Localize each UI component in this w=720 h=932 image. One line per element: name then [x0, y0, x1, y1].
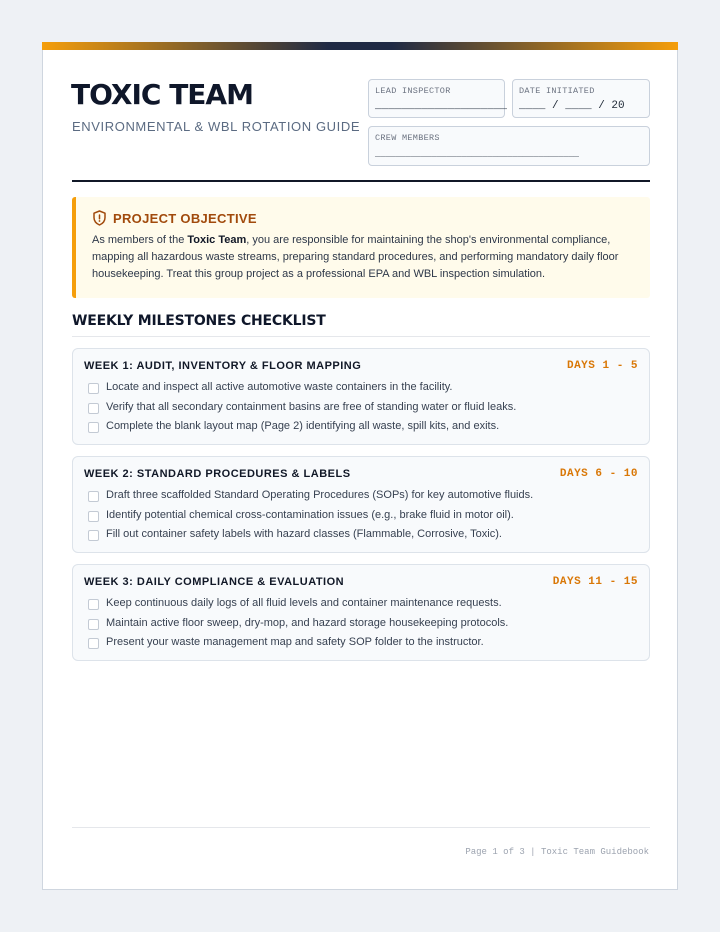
task-checkbox[interactable] [88, 383, 99, 394]
date-initiated-field[interactable] [512, 79, 650, 118]
guide-page [42, 42, 678, 890]
project-objective-callout [72, 197, 650, 298]
date-initiated-label: DATE INITIATED [519, 86, 595, 96]
task-checkbox[interactable] [88, 619, 99, 630]
task-text: Fill out container safety labels with hazard classes (Flammable, Corrosive, Toxic). [106, 528, 502, 540]
milestones-title: WEEKLY MILESTONES CHECKLIST [72, 313, 326, 329]
week-card [72, 348, 650, 445]
week-title: WEEK 1: AUDIT, INVENTORY & FLOOR MAPPING [84, 360, 362, 372]
task-checkbox[interactable] [88, 403, 99, 414]
task-text: Complete the blank layout map (Page 2) identifying all waste, spill kits, and exits. [106, 420, 500, 432]
task-text: Maintain active floor sweep, dry-mop, and hazard storage housekeeping protocols. [106, 617, 509, 629]
task-text: Locate and inspect all active automotive waste containers in the facility. [106, 381, 453, 393]
week-days: DAYS 1 - 5 [566, 360, 638, 372]
week-card [72, 564, 650, 661]
week-days: DAYS 11 - 15 [552, 576, 638, 588]
task-checkbox[interactable] [88, 511, 99, 522]
footer-divider [72, 827, 650, 828]
objective-text-team: Toxic Team [187, 234, 247, 246]
objective-text-start: As members of the [92, 234, 188, 246]
lead-inspector-label: LEAD INSPECTOR [375, 86, 451, 96]
accent-bar [42, 42, 678, 50]
lead-inspector-value: ____________________ [375, 100, 508, 112]
task-text: Draft three scaffolded Standard Operating Procedures (SOPs) for key automotive fluids. [106, 489, 534, 501]
objective-text-rest: , you are responsible for maintaining the shop's environmental compliance, mapping all hazardous waste streams, preparing standard procedures, and performing mandatory daily floor housekeeping. Treat this group project as a professional EPA and WBL inspection simulation. [92, 234, 619, 281]
crew-members-label: CREW MEMBERS [375, 133, 440, 143]
objective-heading: PROJECT OBJECTIVE [113, 211, 257, 226]
task-checkbox[interactable] [88, 491, 99, 502]
week-title: WEEK 3: DAILY COMPLIANCE & EVALUATION [84, 576, 345, 588]
page-footer: Page 1 of 3 | Toxic Team Guidebook [465, 847, 649, 857]
task-checkbox[interactable] [88, 599, 99, 610]
date-initiated-value: ____ / ____ / 20 [519, 100, 625, 112]
task-text: Keep continuous daily logs of all fluid levels and container maintenance requests. [106, 597, 502, 609]
page-title: TOXIC TEAM [71, 78, 253, 111]
crew-members-field[interactable] [368, 126, 650, 166]
page-subtitle: ENVIRONMENTAL & WBL ROTATION GUIDE [72, 119, 361, 134]
week-title: WEEK 2: STANDARD PROCEDURES & LABELS [84, 468, 351, 480]
week-days: DAYS 6 - 10 [559, 468, 638, 480]
lead-inspector-field[interactable] [368, 79, 508, 118]
task-checkbox[interactable] [88, 422, 99, 433]
task-text: Present your waste management map and safety SOP folder to the instructor. [106, 636, 484, 648]
task-text: Verify that all secondary containment basins are free of standing water or fluid leaks. [106, 401, 517, 413]
task-checkbox[interactable] [88, 638, 99, 649]
crew-members-value: ________________________________________ [375, 149, 580, 159]
header-divider [72, 180, 650, 182]
task-text: Identify potential chemical cross-contamination issues (e.g., brake fluid in motor oil). [106, 509, 514, 521]
week-card [72, 456, 650, 553]
milestones-rule [72, 336, 650, 337]
objective-text [92, 232, 644, 284]
task-checkbox[interactable] [88, 530, 99, 541]
shield-icon [92, 210, 107, 226]
